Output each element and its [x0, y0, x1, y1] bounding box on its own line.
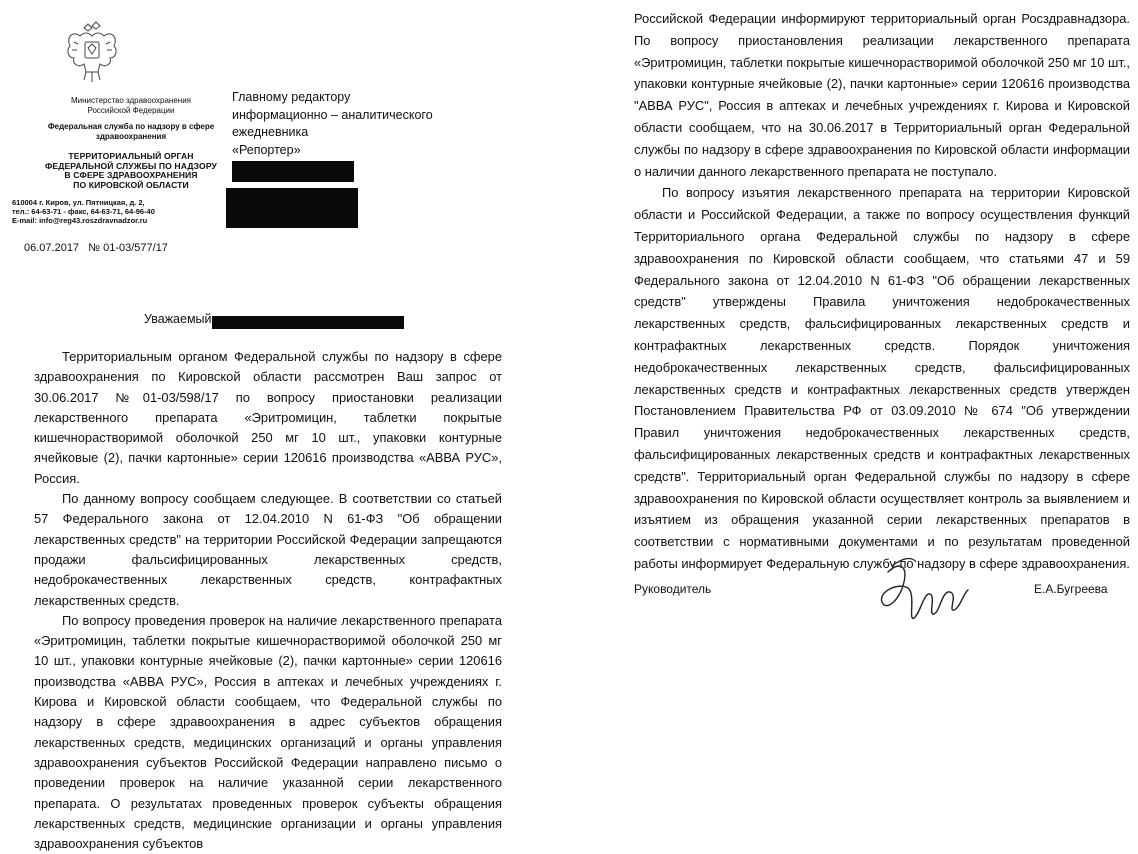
- org-line-4: ПО КИРОВСКОЙ ОБЛАСТИ: [73, 179, 189, 190]
- paragraph: По данному вопросу сообщаем следующее. В соответствии со статьей 57 Федерального закона от 12.04.2010 N 61-ФЗ "Об обращении лекарственных средств" на территории Российской Федерации запрещаются продажи фальсифицированных лекарственных средств, недоброкачественных лекарственных средств, контрафактных лекарственных средств.: [34, 491, 502, 608]
- redaction-bar: [232, 161, 354, 182]
- recipient-line-1: Главному редактору: [232, 90, 351, 104]
- paragraph: По вопросу проведения проверок на наличие лекарственного препарата «Эритромицин, таблетки покрытые кишечнорастворимой оболочкой 250 мг 10 шт., упаковки контурные ячейковые (2), пачки картонные» серии 120616 производства «АВВА РУС», Россия в аптеках и лечебных учреждениях г. Кирова и Кировской области сообщаем, что Федеральной службы по надзору в сфере здравоохранения в адрес субъектов обращения лекарственных средств, медицинских организаций и органы управления здравоохранения субъектов Российской Федерации направлено письмо о проведении проверок на наличие указанной серии лекарственного препарата. О результатах проведенных проверок субъекты обращения лекарственных средств, медицинские организации и органы управления здравоохранения субъектов: [34, 612, 502, 852]
- signatory-name: Е.А.Бугреева: [1034, 582, 1108, 596]
- signature-icon: [868, 552, 978, 632]
- service-line-2: здравоохранения: [95, 131, 167, 141]
- recipient-line-2: информационно – аналитического: [232, 107, 433, 122]
- redaction-bar: [226, 188, 358, 228]
- salutation: Уважаемый: [144, 312, 212, 326]
- recipient-line-4: «Репортер»: [232, 142, 301, 157]
- paragraph: Территориальным органом Федеральной службы по надзору в сфере здравоохранения по Кировской области рассмотрен Ваш запрос от 30.06.2017 №01-03/598/17 по вопросу приостановки реализации лекарственного препарата «Эритромицин, таблетки покрытые кишечнорастворимой оболочкой 250 мг 10 шт., упаковки контурные ячейковые (2), пачки картонные» серии 120616 производства «АВВА РУС», Россия.: [34, 349, 502, 486]
- ministry-line-2: Российской Федерации: [87, 105, 175, 115]
- org-line-1: ТЕРРИТОРИАЛЬНЫЙ ОРГАН: [68, 151, 194, 161]
- organization-name: [0, 152, 262, 190]
- service-line-1: Федеральная служба по надзору в сфере: [47, 122, 215, 131]
- service-name: [0, 122, 262, 141]
- redaction-bar: [212, 316, 404, 329]
- ministry-line-1: Министерство здравоохранения: [71, 96, 191, 105]
- org-line-3: В СФЕРЕ ЗДРАВООХРАНЕНИЯ: [64, 170, 198, 180]
- letter-body-right: [634, 8, 1130, 575]
- address-line-3: E-mail: info@reg43.roszdravnadzor.ru: [12, 216, 148, 225]
- letter-page-1: [0, 0, 560, 852]
- paragraph: По вопросу изъятия лекарственного препарата на территории Кировской области и Российской Федерации, а также по вопросу осуществления функций Территориального органа Федеральной службы по надзору в сфере здравоохранения по Кировской области сообщаем, что статьями 47 и 59 Федерального закона от 12.04.2010 N 61-ФЗ "Об обращении лекарственных средств" утверждены Правила уничтожения недоброкачественных лекарственных средств, фальсифицированных лекарственных средств и контрафактных лекарственных средств. Порядок уничтожения недоброкачественных лекарственных средств, фальсифицированных лекарственных средств и контрафактных лекарственных средств утвержден Постановлением Правительства РФ от 03.09.2010 № 674 "Об утверждении Правил уничтожения недоброкачественных лекарственных средств, фальсифицированных лекарственных средств и контрафактных лекарственных средств". Территориальный орган Федеральной службы по надзору в сфере здравоохранения по Кировской области осуществляет контроль за выявлением и изъятием из обращения указанной серии лекарственных препаратов в соответствии с нормативными документами и по результатам проведенной работы информирует Федеральную службу по надзору в сфере здравоохранения.: [634, 185, 1130, 571]
- ministry-name: [0, 96, 262, 115]
- signatory-title: Руководитель: [634, 582, 712, 596]
- letter-date-number: [24, 242, 168, 254]
- coat-of-arms-icon: [62, 20, 122, 88]
- letter-date: 06.07.2017: [24, 242, 80, 254]
- letter-body-left: [34, 347, 502, 854]
- recipient-line-3: ежедневника: [232, 125, 309, 139]
- org-line-2: ФЕДЕРАЛЬНОЙ СЛУЖБЫ ПО НАДЗОРУ: [44, 160, 217, 171]
- address-line-1: 610004 г. Киров, ул. Пятницкая, д. 2,: [12, 198, 145, 207]
- letter-number: № 01-03/577/17: [88, 242, 168, 254]
- recipient-block: [232, 89, 433, 159]
- organization-address: [12, 198, 155, 225]
- address-line-2: тел.: 64-63-71 - факс, 64-63-71, 64-96-40: [12, 207, 155, 216]
- paragraph: Российской Федерации информируют территориальный орган Росздравнадзора. По вопросу приостановления реализации лекарственного препарата «Эритромицин, таблетки покрытые кишечнорастворимой оболочкой 250 мг 10 шт., упаковки контурные ячейковые (2), пачки картонные» серии 120616 производства "АВВА РУС", Россия в аптеках и лечебных учреждениях г. Кирова и Кировской области сообщаем, что на 30.06.2017 в Территориальный орган Федеральной службы по надзору в сфере здравоохранения по Кировской области информации о наличии данного лекарственного препарата не поступало.: [634, 11, 1130, 179]
